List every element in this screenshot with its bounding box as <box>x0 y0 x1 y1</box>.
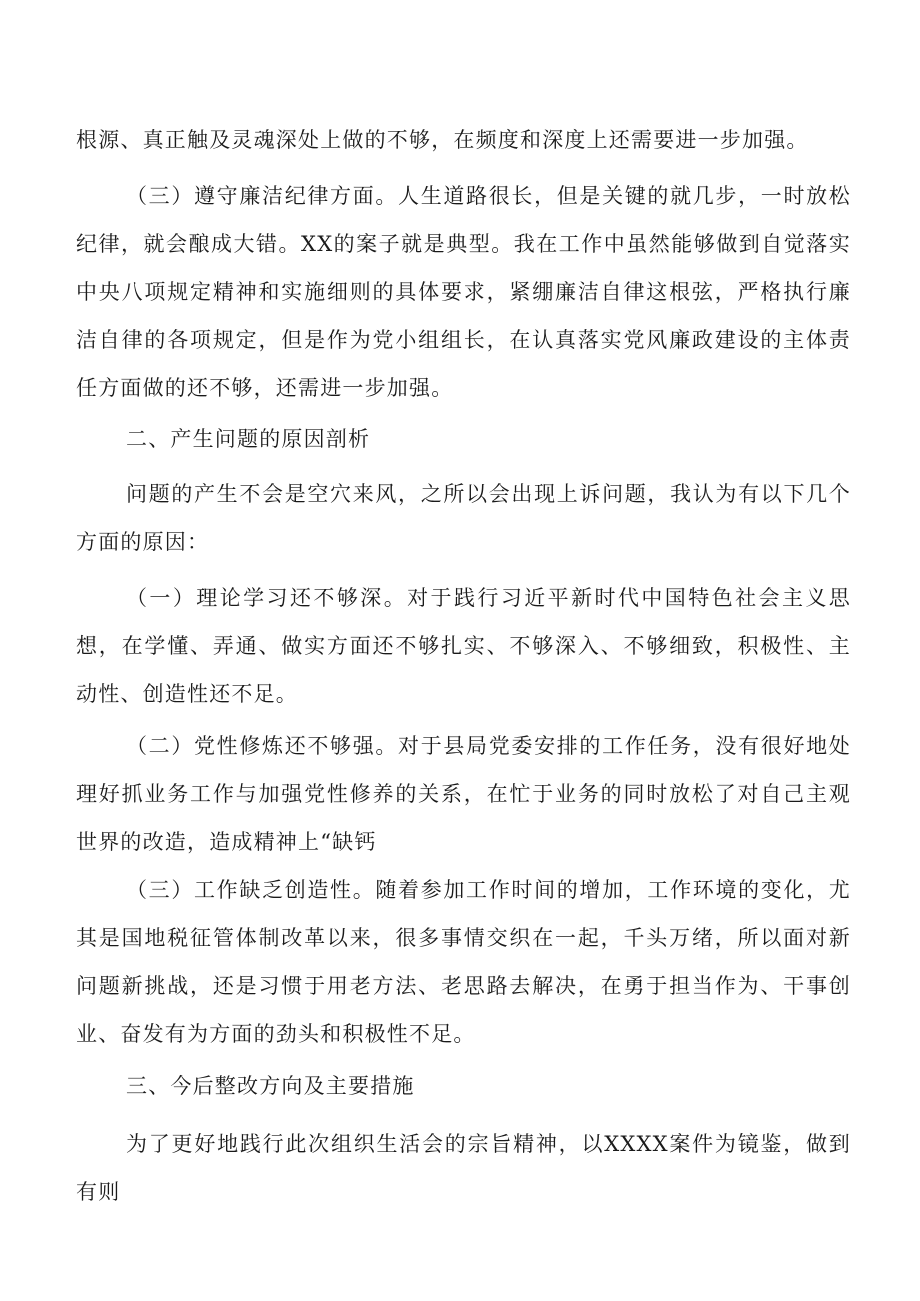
section-heading-2: 二、产生问题的原因剖析 <box>126 427 371 451</box>
paragraph-cause-3: （三）工作缺乏创造性。随着参加工作时间的增加，工作环境的变化，尤其是国地税征管体制改革以来，很多事情交织在一起，千头万绪，所以面对新问题新挑战，还是习惯于用老方法、老思路去解决，在勇于担当作为、干事创业、奋发有为方面的劲头和积极性不足。 <box>76 878 851 1046</box>
paragraph-continuation: 根源、真正触及灵魂深处上做的不够，在频度和深度上还需要进一步加强。 <box>76 128 809 152</box>
paragraph-integrity-discipline: （三）遵守廉洁纪律方面。人生道路很长，但是关键的就几步，一时放松纪律，就会酿成大错。XX的案子就是典型。我在工作中虽然能够做到自觉落实中央八项规定精神和实施细则的具体要求，紧绷廉洁自律这根弦，严格执行廉洁自律的各项规定，但是作为党小组组长，在认真落实党风廉政建设的主体责任方面做的还不够，还需进一步加强。 <box>76 184 851 400</box>
paragraph-causes-intro: 问题的产生不会是空穴来风，之所以会出现上诉问题，我认为有以下几个方面的原因： <box>76 482 851 554</box>
paragraph-measures-intro: 为了更好地践行此次组织生活会的宗旨精神，以XXXX案件为镜鉴，做到有则 <box>76 1132 851 1204</box>
section-heading-3: 三、今后整改方向及主要措施 <box>126 1074 415 1098</box>
paragraph-cause-2: （二）党性修炼还不够强。对于县局党委安排的工作任务，没有很好地处理好抓业务工作与加强党性修养的关系，在忙于业务的同时放松了对自己主观世界的改造，造成精神上“缺钙 <box>76 734 851 854</box>
paragraph-cause-1: （一）理论学习还不够深。对于践行习近平新时代中国特色社会主义思想，在学懂、弄通、做实方面还不够扎实、不够深入、不够细致，积极性、主动性、创造性还不足。 <box>76 586 851 706</box>
